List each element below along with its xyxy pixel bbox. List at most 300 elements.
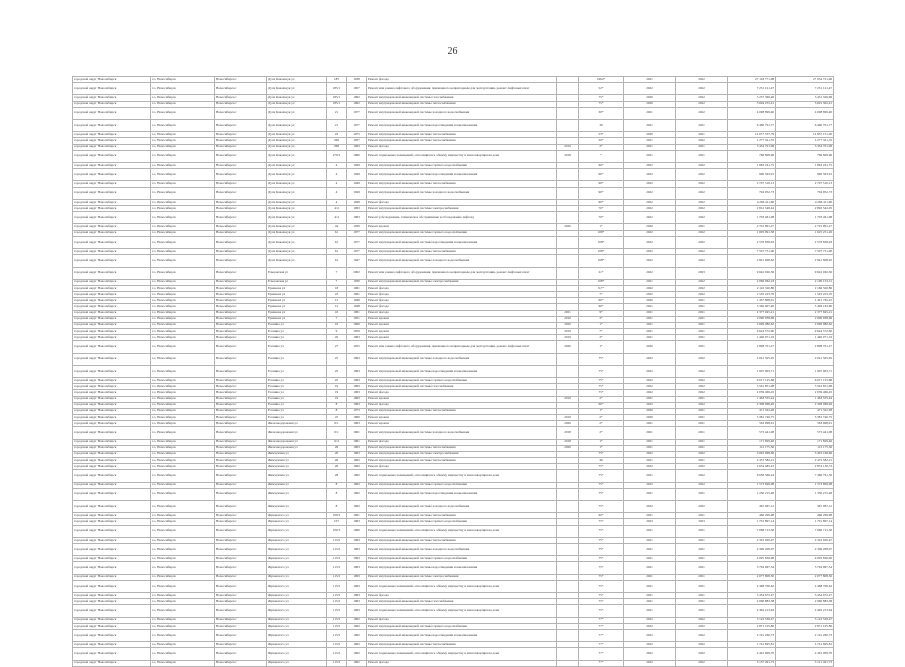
cell-cost-1: 2 472 582,21 (728, 457, 776, 463)
cell-cost-2: 3 454 701,09 (776, 144, 834, 150)
cell-plan-from: 2022 (624, 384, 676, 390)
cell-cost-1: 1 437 808,01 (728, 298, 776, 304)
cell-house: 4/4 (327, 212, 347, 224)
cell-plan-to: 2022 (676, 464, 728, 470)
cell-city: Новосибирск г (215, 224, 267, 230)
cell-year: 1962 (347, 617, 367, 623)
cell-district: г.о. Новосибирск (151, 224, 215, 230)
cell-area: 75* (579, 95, 624, 101)
cell-district: г.о. Новосибирск (151, 322, 215, 328)
cell-year: 1961 (347, 292, 367, 298)
cell-year: 1963 (347, 390, 367, 396)
cell-area: 75* (579, 101, 624, 107)
cell-street: Есенина ул (267, 365, 327, 377)
cell-work-type: Ремонт внутридомовой инженерной системы теплоснабжения (367, 642, 557, 648)
cell-year: 1962 (347, 648, 367, 660)
cell-house: 7 (327, 267, 347, 279)
cell-city: Новосибирск г (215, 335, 267, 341)
cell-work-type: Ремонт внутридомовой инженерной системы теплоснабжения (367, 249, 557, 255)
cell-house: 26 (327, 457, 347, 463)
cell-work-type: Ремонт фасада (367, 310, 557, 316)
cell-area: 75* (579, 378, 624, 384)
cell-start-year: 2018 (557, 439, 579, 445)
cell-district: г.о. Новосибирск (151, 169, 215, 181)
cell-work-type: Ремонт внутридомовой инженерной системы теплоснабжения (367, 457, 557, 463)
cell-street: Дуси Ковальчук ул (267, 249, 327, 255)
cell-house: 4 (327, 169, 347, 181)
cell-cost-1: 1 703 461,08 (728, 212, 776, 224)
cell-house: 21 (327, 120, 347, 132)
cell-city: Новосибирск г (215, 138, 267, 144)
cell-street: Есенина ул (267, 378, 327, 384)
cell-city: Новосибирск г (215, 421, 267, 427)
cell-year: 1977 (347, 230, 367, 236)
cell-plan-from: 2021 (624, 593, 676, 599)
cell-house: 16 (327, 322, 347, 328)
cell-cost-2: 1 703 461,08 (776, 212, 834, 224)
cell-house: 185/1 (327, 95, 347, 101)
cell-settlement-type: городской округ Новосибирск (73, 500, 151, 512)
cell-cost-2: 2 468 706,62 (776, 580, 834, 592)
cell-district: г.о. Новосибирск (151, 574, 215, 580)
cell-year: 1963 (347, 451, 367, 457)
cell-area: 96* (579, 169, 624, 181)
cell-street: Дуси Ковальчук ул (267, 132, 327, 138)
cell-house: 115/2 (327, 537, 347, 543)
cell-house: 7 (327, 279, 347, 285)
cell-work-type: Ремонт подвальных помещений, относящихся к общему имуществу в многоквартирном доме (367, 580, 557, 592)
cell-work-type: Ремонт внутридомовой инженерной системы газоснабжения (367, 95, 557, 101)
cell-cost-2: 1 701 897,14 (776, 519, 834, 525)
cell-house: 4 (327, 163, 347, 169)
cell-cost-1: 12 677 537,79 (728, 132, 776, 138)
cell-plan-from: 2022 (624, 482, 676, 488)
cell-city: Новосибирск г (215, 408, 267, 414)
cell-work-type: Ремонт внутридомовой инженерной системы горячего водоснабжения (367, 482, 557, 488)
cell-plan-to: 2022 (676, 630, 728, 642)
cell-plan-from: 2022 (624, 83, 676, 95)
cell-house: 12 (327, 304, 347, 310)
cell-work-type: Ремонт внутридомовой инженерной системы теплоснабжения (367, 101, 557, 107)
cell-city: Новосибирск г (215, 396, 267, 402)
cell-work-type: Ремонт фасада (367, 402, 557, 408)
cell-street: Жуковского ул (267, 660, 327, 666)
cell-settlement-type: городской округ Новосибирск (73, 224, 151, 230)
cell-plan-from: 2021 (624, 77, 676, 83)
cell-district: г.о. Новосибирск (151, 445, 215, 451)
cell-settlement-type: городской округ Новосибирск (73, 457, 151, 463)
cell-plan-to: 2022 (676, 138, 728, 144)
cell-city: Новосибирск г (215, 378, 267, 384)
cell-city: Новосибирск г (215, 457, 267, 463)
cell-settlement-type: городской округ Новосибирск (73, 77, 151, 83)
cell-plan-to: 2021 (676, 408, 728, 414)
table-row (73, 236, 834, 248)
cell-plan-from: 2022 (624, 169, 676, 181)
cell-district: г.о. Новосибирск (151, 593, 215, 599)
cell-plan-to: 2022 (676, 285, 728, 291)
cell-settlement-type: городской округ Новосибирск (73, 525, 151, 537)
cell-street: Жуковского ул (267, 556, 327, 562)
cell-plan-from: 2021 (624, 144, 676, 150)
table-row (73, 107, 834, 119)
cell-settlement-type: городской округ Новосибирск (73, 488, 151, 500)
cell-year: 1963 (347, 537, 367, 543)
cell-cost-1: 1 701 897,14 (728, 519, 776, 525)
cell-area: 75* (579, 519, 624, 525)
cell-plan-to: 2021 (676, 580, 728, 592)
cell-plan-to: 2022 (676, 451, 728, 457)
cell-district: г.о. Новосибирск (151, 187, 215, 199)
cell-work-type: Ремонт внутридомовой инженерной системы горячего водоснабжения (367, 163, 557, 169)
cell-year: 1949 (347, 181, 367, 187)
cell-house: 115/2 (327, 599, 347, 605)
cell-plan-from: 2023 (624, 519, 676, 525)
cell-cost-2: 1 907 003,71 (776, 365, 834, 377)
cell-house: 8 (327, 488, 347, 500)
cell-plan-to: 2021 (676, 310, 728, 316)
cell-area: 2* (579, 316, 624, 322)
cell-area: 77* (579, 630, 624, 642)
cell-city: Новосибирск г (215, 623, 267, 629)
cell-year: 1962 (347, 500, 367, 512)
cell-cost-1: 2 306 208,07 (728, 543, 776, 555)
cell-start-year: 2020 (557, 341, 579, 353)
cell-house: 4 (327, 199, 347, 205)
cell-plan-to: 2022 (676, 279, 728, 285)
cell-district: г.о. Новосибирск (151, 617, 215, 623)
cell-plan-to: 2022 (676, 390, 728, 396)
cell-year: 1977 (347, 249, 367, 255)
cell-work-type: Ремонт внутридомовой инженерной системы водоотведения и канализования (367, 562, 557, 574)
cell-year: 1963 (347, 519, 367, 525)
cell-house: 10 (327, 310, 347, 316)
cell-cost-1: 7 231 121,47 (728, 83, 776, 95)
cell-settlement-type: городской округ Новосибирск (73, 396, 151, 402)
cell-plan-to: 2021 (676, 322, 728, 328)
cell-year: 1975 (347, 132, 367, 138)
cell-district: г.о. Новосибирск (151, 304, 215, 310)
cell-work-type: Ремонт внутридомовой инженерной системы водоотведения и канализования (367, 630, 557, 642)
cell-settlement-type: городской округ Новосибирск (73, 537, 151, 543)
cell-settlement-type: городской округ Новосибирск (73, 414, 151, 420)
cell-year: 1963 (347, 402, 367, 408)
cell-plan-from: 2022 (624, 212, 676, 224)
cell-year: 1961 (347, 310, 367, 316)
cell-plan-from: 2021 (624, 310, 676, 316)
cell-area: 108* (579, 230, 624, 236)
cell-start-year: 2019 (557, 414, 579, 420)
cell-work-type: Ремонт кровли (367, 421, 557, 427)
cell-start-year (557, 267, 579, 279)
cell-house: 185/1 (327, 101, 347, 107)
cell-district: г.о. Новосибирск (151, 328, 215, 334)
cell-city: Новосибирск г (215, 132, 267, 138)
cell-city: Новосибирск г (215, 101, 267, 107)
cell-street: Дуси Ковальчук ул (267, 95, 327, 101)
cell-district: г.о. Новосибирск (151, 267, 215, 279)
cell-cost-1: 2 461 009,70 (728, 648, 776, 660)
cell-work-type: Ремонт внутридомовой инженерной системы газоснабжения (367, 384, 557, 390)
cell-cost-2: 2 472 582,21 (776, 457, 834, 463)
cell-work-type: Ремонт внутридомовой инженерной системы теплоснабжения (367, 537, 557, 543)
cell-house: 107 (327, 519, 347, 525)
cell-house: 270/2 (327, 150, 347, 162)
cell-settlement-type: городской округ Новосибирск (73, 83, 151, 95)
cell-settlement-type: городской округ Новосибирск (73, 181, 151, 187)
cell-plan-to: 2022 (676, 95, 728, 101)
cell-plan-to: 2021 (676, 593, 728, 599)
cell-house: 268 (327, 144, 347, 150)
cell-house: 266 (327, 138, 347, 144)
cell-plan-to: 2023 (676, 519, 728, 525)
cell-plan-from: 2020 (624, 408, 676, 414)
cell-plan-from: 2022 (624, 648, 676, 660)
cell-plan-from: 2021 (624, 421, 676, 427)
cell-year: 1938 (347, 77, 367, 83)
cell-work-type: Ремонт кровли (367, 335, 557, 341)
cell-year: 1963 (347, 335, 367, 341)
cell-street: Дуси Ковальчук ул (267, 181, 327, 187)
cell-settlement-type: городской округ Новосибирск (73, 593, 151, 599)
cell-start-year (557, 660, 579, 666)
cell-district: г.о. Новосибирск (151, 488, 215, 500)
cell-settlement-type: городской округ Новосибирск (73, 230, 151, 236)
cell-house: 100/2 (327, 513, 347, 519)
cell-cost-2: 467 067,12 (776, 500, 834, 512)
cell-year: 1977 (347, 236, 367, 248)
cell-start-year: 2021 (557, 310, 579, 316)
cell-street: Жемчужная ул (267, 457, 327, 463)
cell-district: г.о. Новосибирск (151, 630, 215, 642)
cell-cost-2: 2 191 260,73 (776, 630, 834, 642)
cell-plan-from: 2022 (624, 236, 676, 248)
cell-district: г.о. Новосибирск (151, 316, 215, 322)
cell-year: 1977 (347, 120, 367, 132)
cell-street: Дуси Ковальчук ул (267, 144, 327, 150)
cell-area: 96* (579, 402, 624, 408)
cell-city: Новосибирск г (215, 580, 267, 592)
cell-city: Новосибирск г (215, 144, 267, 150)
cell-cost-2: 2 041 505,05 (776, 353, 834, 365)
table-row (73, 562, 834, 574)
cell-work-type: Ремонт внутридомовой инженерной системы холодного водоснабжения (367, 107, 557, 119)
cell-plan-from: 2021 (624, 335, 676, 341)
cell-cost-2: 3 121 491,73 (776, 660, 834, 666)
cell-plan-from: 2021 (624, 445, 676, 451)
cell-settlement-type: городской округ Новосибирск (73, 292, 151, 298)
cell-year: 1962 (347, 95, 367, 101)
cell-plan-from: 2022 (624, 630, 676, 642)
cell-start-year: 2020 (557, 445, 579, 451)
cell-house: 26 (327, 464, 347, 470)
cell-street: Дуси Ковальчук ул (267, 206, 327, 212)
cell-house: 115/2 (327, 605, 347, 617)
cell-street: Дуси Ковальчук ул (267, 150, 327, 162)
cell-city: Новосибирск г (215, 574, 267, 580)
cell-area: 2* (579, 335, 624, 341)
cell-year: 1949 (347, 169, 367, 181)
cell-settlement-type: городской округ Новосибирск (73, 445, 151, 451)
cell-city: Новосибирск г (215, 341, 267, 353)
cell-start-year: 2018 (557, 150, 579, 162)
cell-plan-from: 2021 (624, 562, 676, 574)
cell-street: Дуси Ковальчук ул (267, 255, 327, 267)
cell-work-type: Ремонт внутридомовой инженерной системы теплоснабжения (367, 138, 557, 144)
table-row (73, 525, 834, 537)
table-row (73, 648, 834, 660)
cell-plan-from: 2021 (624, 322, 676, 328)
cell-district: г.о. Новосибирск (151, 384, 215, 390)
cell-plan-to: 2021 (676, 120, 728, 132)
cell-plan-from: 2022 (624, 500, 676, 512)
cell-settlement-type: городской округ Новосибирск (73, 169, 151, 181)
cell-work-type: Ремонт (обследование, техническое обслуживание и обследование лифтов) (367, 212, 557, 224)
cell-settlement-type: городской округ Новосибирск (73, 464, 151, 470)
cell-city: Новосибирск г (215, 298, 267, 304)
cell-city: Новосибирск г (215, 199, 267, 205)
cell-cost-2: 1 330 215,48 (776, 488, 834, 500)
cell-cost-2: 9 642 026,36 (776, 267, 834, 279)
cell-settlement-type: городской округ Новосибирск (73, 163, 151, 169)
table-row (73, 488, 834, 500)
cell-district: г.о. Новосибирск (151, 310, 215, 316)
cell-year: 1961 (347, 285, 367, 291)
cell-cost-2: 2 166 320,86 (776, 285, 834, 291)
cell-cost-1: 3 092 968,66 (728, 451, 776, 457)
cell-area: 2* (579, 414, 624, 420)
cell-street: Жуковского ул (267, 648, 327, 660)
cell-work-type: Ремонт фасада (367, 439, 557, 445)
cell-cost-2: 2 892 542,05 (776, 206, 834, 212)
cell-settlement-type: городской округ Новосибирск (73, 144, 151, 150)
cell-plan-from: 2020 (624, 298, 676, 304)
cell-street: Дуси Ковальчук ул (267, 107, 327, 119)
cell-plan-to: 2021 (676, 543, 728, 555)
cell-plan-to: 2021 (676, 562, 728, 574)
cell-street: Есенина ул (267, 396, 327, 402)
cell-cost-2: 2 707 510,13 (776, 181, 834, 187)
cell-cost-2: 2 871 105,80 (776, 623, 834, 629)
cell-work-type: Ремонт внутридомовой инженерной системы горячего водоснабжения (367, 519, 557, 525)
cell-street: Дуси Ковальчук ул (267, 120, 327, 132)
cell-plan-from: 2021 (624, 328, 676, 334)
cell-street: Жемчужная ул (267, 488, 327, 500)
cell-city: Новосибирск г (215, 169, 267, 181)
cell-plan-to: 2022 (676, 402, 728, 408)
cell-plan-from: 2020 (624, 95, 676, 101)
cell-settlement-type: городской округ Новосибирск (73, 353, 151, 365)
cell-street: Железнодорожная ул (267, 427, 327, 439)
cell-house: 25 (327, 365, 347, 377)
cell-settlement-type: городской округ Новосибирск (73, 390, 151, 396)
cell-plan-to: 2022 (676, 163, 728, 169)
cell-city: Новосибирск г (215, 328, 267, 334)
cell-cost-1: 3 257 369,46 (728, 95, 776, 101)
cell-plan-to: 2021 (676, 488, 728, 500)
cell-street: Дуси Ковальчук ул (267, 83, 327, 95)
cell-plan-from: 2022 (624, 464, 676, 470)
cell-house: 9 (327, 328, 347, 334)
table-row (73, 212, 834, 224)
cell-cost-2: 1 545 223,70 (776, 292, 834, 298)
cell-cost-1: 3 137 491,73 (728, 660, 776, 666)
cell-area: 75* (579, 365, 624, 377)
cell-settlement-type: городской округ Новосибирск (73, 470, 151, 482)
cell-city: Новосибирск г (215, 414, 267, 420)
cell-cost-2: 1 741 695,81 (776, 642, 834, 648)
cell-house: 115/2 (327, 630, 347, 642)
cell-house: 61 (327, 249, 347, 255)
cell-start-year (557, 187, 579, 199)
cell-district: г.о. Новосибирск (151, 439, 215, 445)
cell-cost-1: 4 095 836,06 (728, 556, 776, 562)
cell-city: Новосибирск г (215, 519, 267, 525)
cell-cost-1: 1 741 695,81 (728, 642, 776, 648)
cell-work-type: Ремонт внутридомовой инженерной системы электроснабжения (367, 206, 557, 212)
cell-plan-to: 2022 (676, 660, 728, 666)
cell-plan-to: 2021 (676, 298, 728, 304)
cell-plan-to: 2021 (676, 316, 728, 322)
cell-street: Жемчужная ул (267, 451, 327, 457)
cell-area: 30* (579, 107, 624, 119)
cell-cost-1: 467 067,12 (728, 500, 776, 512)
cell-cost-2: 2 701 991,27 (776, 224, 834, 230)
cell-year: 1955 (347, 341, 367, 353)
cell-start-year (557, 605, 579, 617)
cell-street: Железнодорожная ул (267, 439, 327, 445)
cell-work-type: Ремонт подвальных помещений, относящихся к общему имуществу в многоквартирном доме (367, 150, 557, 162)
cell-start-year (557, 365, 579, 377)
cell-work-type: Ремонт внутридомовой инженерной системы холодного водоснабжения (367, 255, 557, 267)
cell-house: 61 (327, 236, 347, 248)
cell-cost-2: 2 461 009,70 (776, 648, 834, 660)
cell-street: Жемчужная ул (267, 482, 327, 488)
cell-year: 2002 (347, 267, 367, 279)
cell-cost-2: 171 829,46 (776, 439, 834, 445)
cell-work-type: Ремонт внутридомовой инженерной системы электроснабжения (367, 574, 557, 580)
cell-area: 75* (579, 574, 624, 580)
cell-city: Новосибирск г (215, 605, 267, 617)
cell-work-type: Ремонт фасада (367, 144, 557, 150)
cell-area: 75* (579, 562, 624, 574)
cell-area: 75* (579, 580, 624, 592)
cell-plan-from: 2022 (624, 292, 676, 298)
cell-settlement-type: городской округ Новосибирск (73, 642, 151, 648)
cell-cost-1: 4 008 899,40 (728, 107, 776, 119)
cell-work-type: Ремонт подвальных помещений, относящихся к общему имуществу в многоквартирном доме (367, 470, 557, 482)
cell-street: Жуковского ул (267, 525, 327, 537)
cell-year: 1963 (347, 378, 367, 384)
cell-street: Есенина ул (267, 384, 327, 390)
cell-cost-1: 6 017 125,68 (728, 378, 776, 384)
cell-plan-from: 2022 (624, 353, 676, 365)
cell-district: г.о. Новосибирск (151, 365, 215, 377)
cell-plan-to: 2023 (676, 267, 728, 279)
cell-cost-2: 2 874 130,73 (776, 464, 834, 470)
cell-area: 52* (579, 83, 624, 95)
cell-year: 1960 (347, 322, 367, 328)
table-row (73, 365, 834, 377)
cell-district: г.о. Новосибирск (151, 580, 215, 592)
cell-district: г.о. Новосибирск (151, 212, 215, 224)
cell-plan-to: 2021 (676, 335, 728, 341)
cell-house: 6/4 (327, 439, 347, 445)
cell-cost-1: 1 605 991,58 (728, 230, 776, 236)
capital-repair-table (72, 76, 833, 665)
cell-street: Жуковского ул (267, 605, 327, 617)
cell-work-type: Ремонт внутридомовой инженерной системы теплоснабжения (367, 181, 557, 187)
